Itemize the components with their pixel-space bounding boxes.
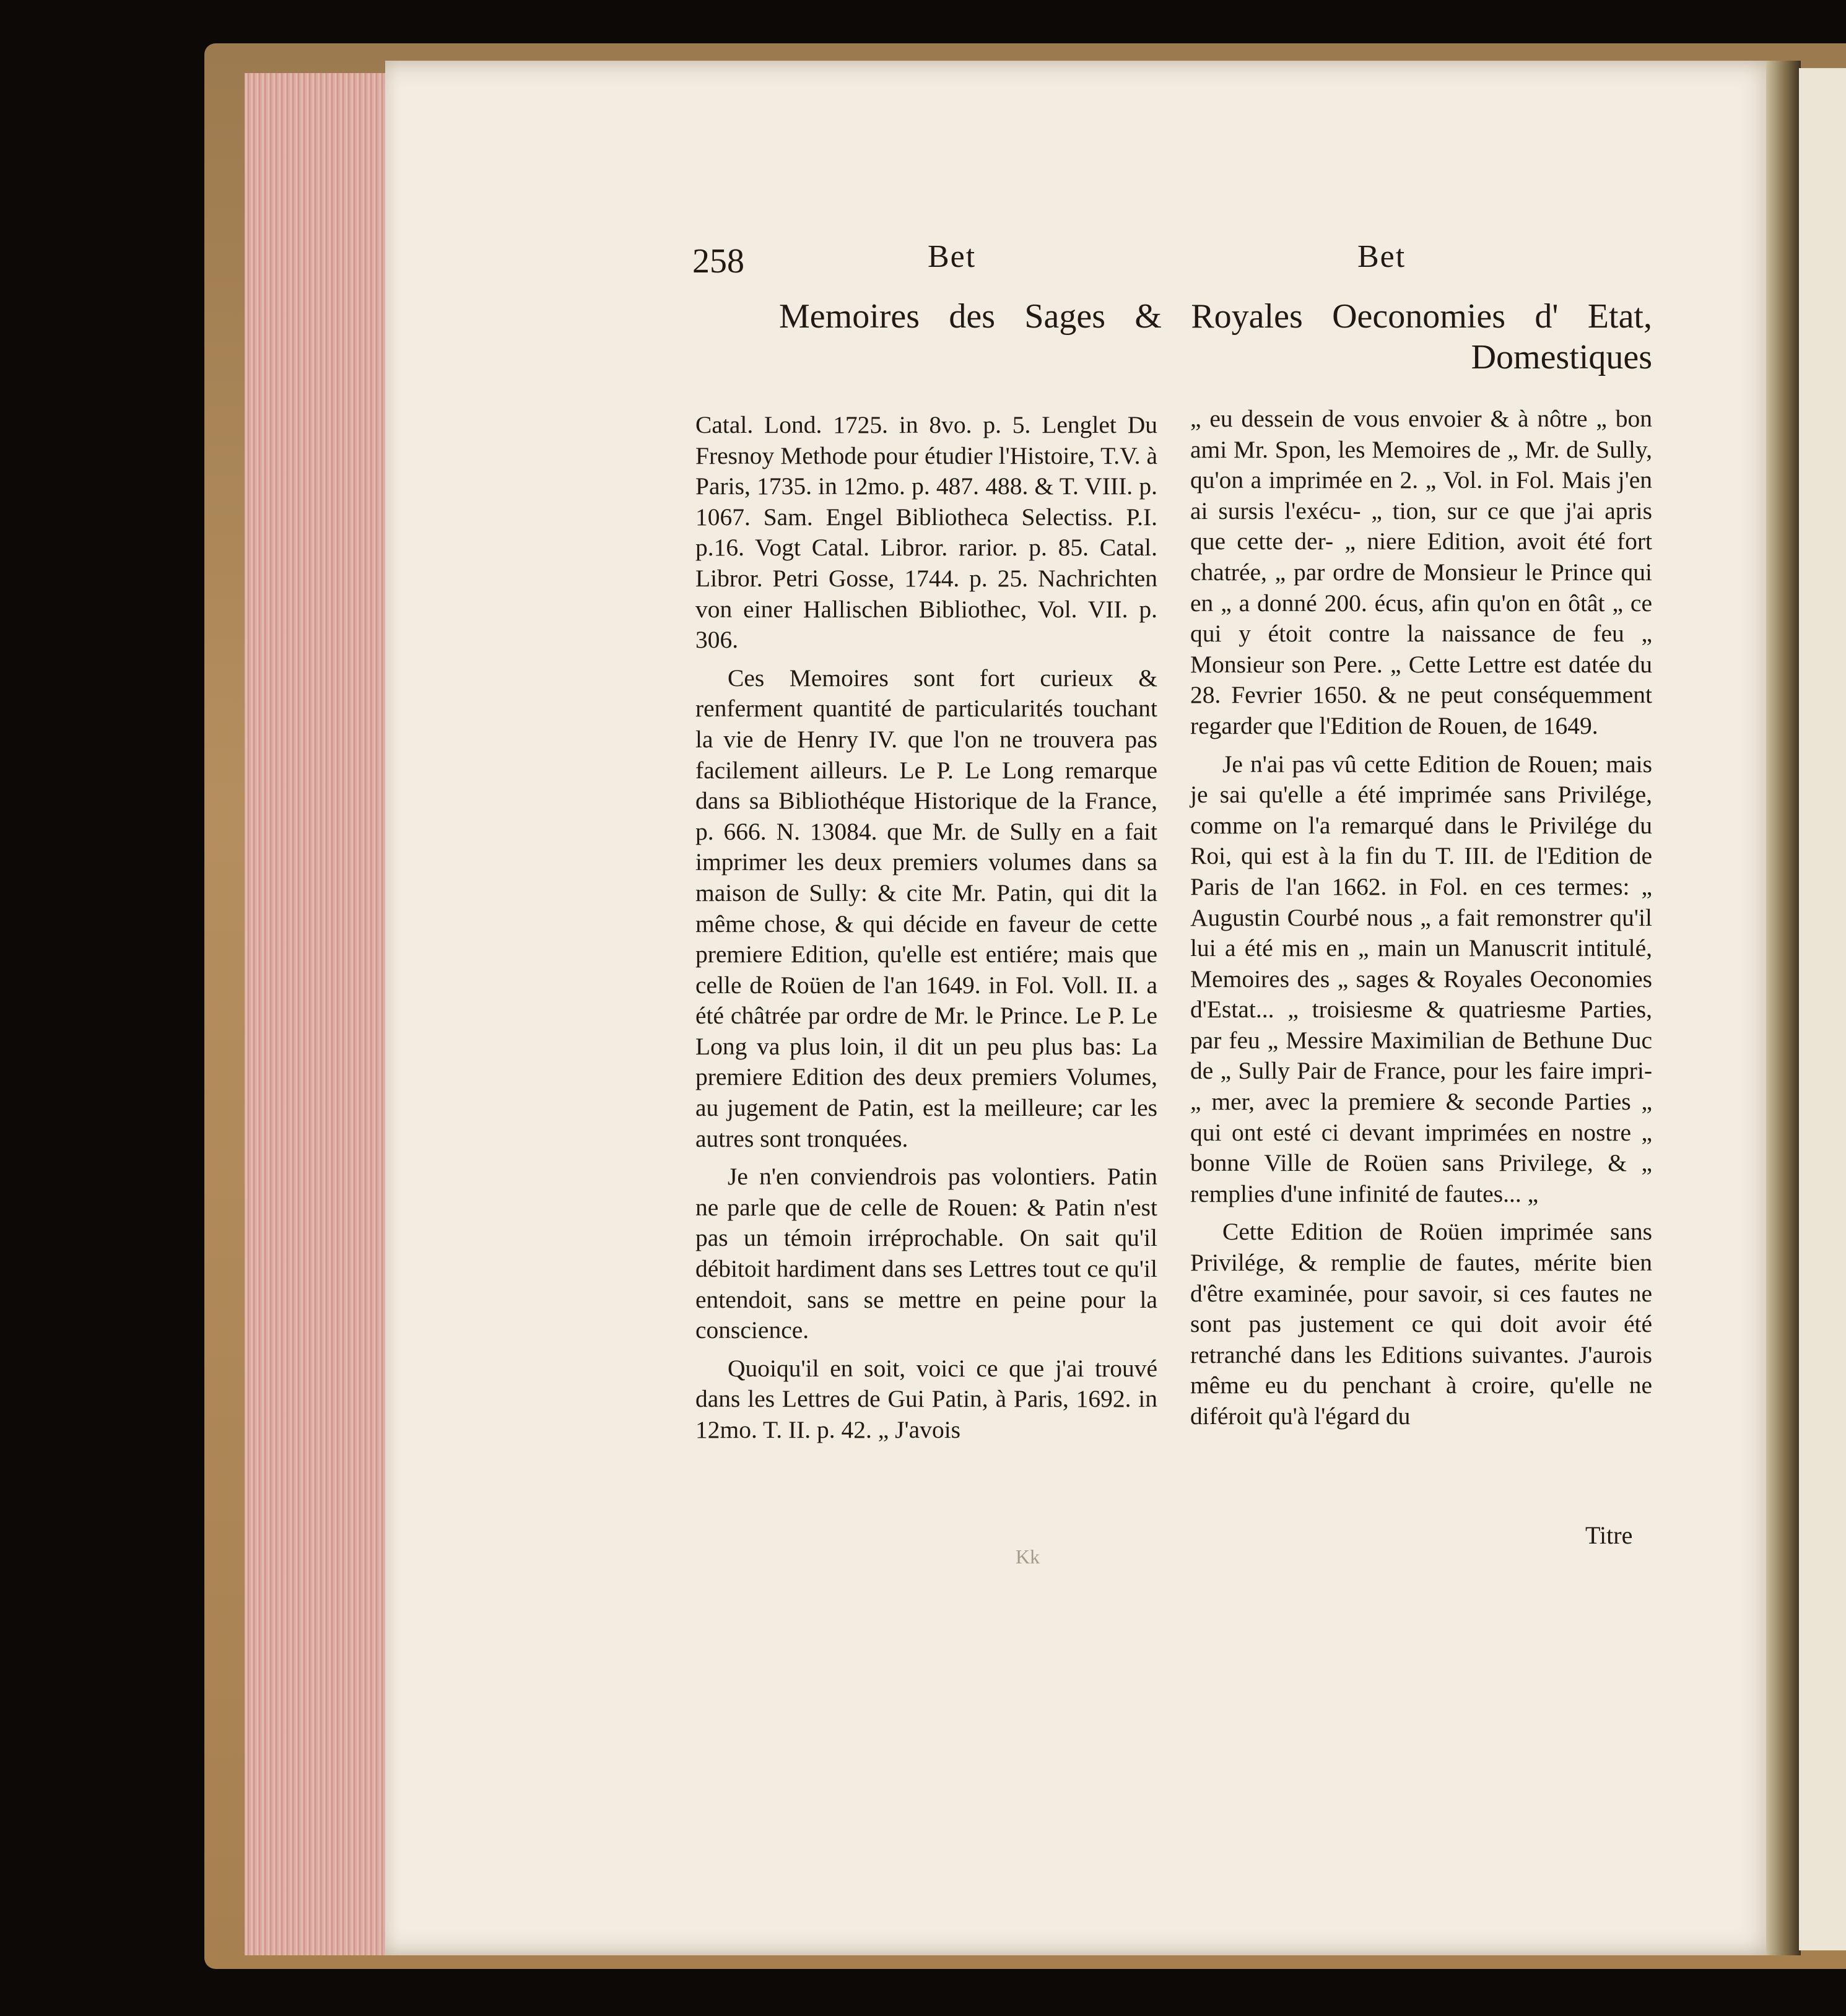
page-number: 258 [692,242,744,280]
left-column [695,410,1157,1446]
paragraph: Je n'ai pas vû cette Edition de Rouen; mais je sai qu'elle a été imprimée sans Privilége, comme on l'a remarqué dans le Privilége du Roi, qui est à la fin du T. III. de l'Edition de Paris de l'an 1662. in Fol. en ces termes: „ Augustin Courbé nous „ a fait remonstrer qu'il lui a été mis en „ main un Manuscrit intitulé, Memoires des „ sages & Royales Oeconomies d'Estat... „ troisiesme & quatriesme Parties, par feu „ Messire Maximilian de Bethune Duc de „ Sully Pair de France, pour les faire impri- „ mer, avec la premiere & seconde Parties „ qui ont esté ci devant imprimées en nostre „ bonne Ville de Roüen sans Privilege, & „ remplies d'une infinité de fautes... „ [1190,750,1652,1207]
entry-title: Memoires des Sages & Royales Oeconomies d' Etat, Domestiques [779,297,1652,376]
catchword: Titre [1585,1521,1633,1549]
signature-mark: Kk [1016,1545,1040,1568]
running-head-right: Bet [1357,239,1406,274]
page-edges [245,73,387,1955]
facing-page [1799,68,1846,1950]
paragraph: „ eu dessein de vous envoier & à nôtre „ bon ami Mr. Spon, les Memoires de „ Mr. de Sully, qu'on a imprimée en 2. „ Vol. in Fol. Mais j'en ai sursis l'exécu- „ tion, sur ce que j'ai apris que cette der- „ niere Edition, avoit été fort chatrée, „ par ordre de Monsieur le Prince qui en „ a donné 200. écus, afin qu'on en ôtât „ ce qui y étoit contre la naissance de feu „ Monsieur son Pere. „ Cette Lettre est datée du 28. Fevrier 1650. & ne peut conséquemment regarder que l'Edition de Rouen, de 1649. [1190,405,1652,739]
paragraph: Je n'en conviendrois pas volontiers. Patin ne parle que de celle de Rouen: & Patin n'est pas un témoin irréprochable. On sait qu'il débitoit hardiment dans ses Lettres tout ce qu'il entendoit, sans se mettre en peine pour la conscience. [695,1163,1157,1344]
right-column [1190,404,1652,1432]
paragraph: Cette Edition de Roüen imprimée sans Privilége, & remplie de fautes, mérite bien d'être examinée, pour savoir, si ces fautes ne sont pas justement ce qui doit avoir été retranché dans les Editions suivantes. J'aurois même eu du penchant à croire, qu'elle ne diféroit qu'à l'égard du [1190,1218,1652,1430]
paragraph: Ces Memoires sont fort curieux & renferment quantité de particularités touchant la vie de Henry IV. que l'on ne trouvera pas facilement ailleurs. Le P. Le Long remarque dans sa Bibliothéque Historique de la France, p. 666. N. 13084. que Mr. de Sully en a fait imprimer les deux premiers volumes dans sa maison de Sully: & cite Mr. Patin, qui dit la même chose, & qui décide en faveur de cette premiere Edition, qu'elle est entiére; mais que celle de Roüen de l'an 1649. in Fol. Voll. II. a été châtrée par ordre de Mr. le Prince. Le P. Le Long va plus loin, il dit un peu plus bas: La premiere Edition des deux premiers Volumes, au jugement de Patin, est la meilleure; car les autres sont tronquées. [695,664,1157,1152]
paragraph: Quoiqu'il en soit, voici ce que j'ai trouvé dans les Lettres de Gui Patin, à Paris, 1692. in 12mo. T. II. p. 42. „ J'avois [695,1354,1157,1443]
paragraph: Catal. Lond. 1725. in 8vo. p. 5. Lenglet Du Fresnoy Methode pour étudier l'Histoire, T.V. à Paris, 1735. in 12mo. p. 487. 488. & T. VIII. p. 1067. Sam. Engel Bibliotheca Selectiss. P.I. p.16. Vogt Catal. Libror. rarior. p. 85. Catal. Libror. Petri Gosse, 1744. p. 25. Nachrichten von einer Hallischen Bibliothec, Vol. VII. p. 306. [695,411,1157,654]
book-gutter [1766,61,1801,1955]
running-head-left: Bet [928,239,977,274]
